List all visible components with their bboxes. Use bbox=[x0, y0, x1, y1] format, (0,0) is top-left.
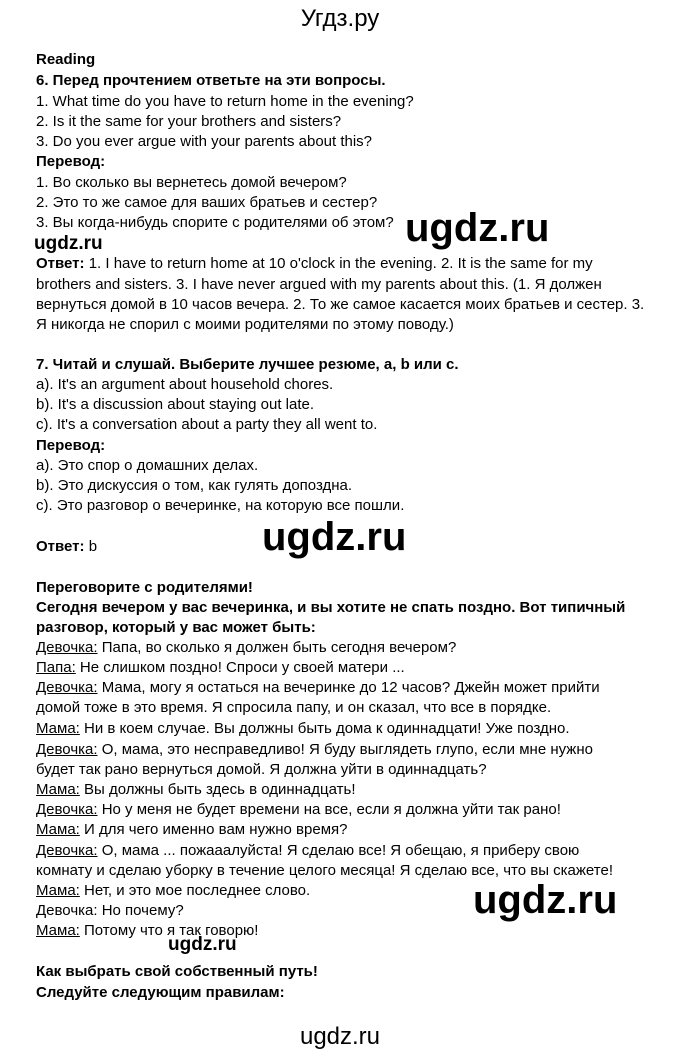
answer-line: Я никогда не спорил с моими родителями по этому поводу.) bbox=[36, 316, 454, 333]
dialogue-intro: Сегодня вечером у вас вечеринка, и вы хотите не спать поздно. Вот типичный bbox=[36, 599, 626, 616]
dialogue-turn bbox=[36, 740, 593, 760]
watermark: ugdz.ru bbox=[34, 233, 103, 254]
answer-label: Ответ: bbox=[36, 255, 85, 272]
translation-label: Перевод: bbox=[36, 437, 106, 454]
speech: Не слишком поздно! Спроси у своей матери ... bbox=[75, 659, 405, 676]
question-ru: 2. Это то же самое для ваших братьев и сестер? bbox=[36, 194, 378, 211]
speaker: Мама: bbox=[36, 922, 80, 939]
answer-text: b bbox=[84, 538, 98, 555]
speech: О, мама, это несправедливо! Я буду выглядеть глупо, если мне нужно bbox=[97, 741, 593, 758]
speaker: Мама: bbox=[36, 781, 80, 798]
speech: Папа, во сколько я должен быть сегодня вечером? bbox=[97, 639, 457, 656]
dialogue-turn bbox=[36, 658, 405, 678]
speaker: Папа: bbox=[36, 659, 76, 676]
option-ru: a). Это спор о домашних делах. bbox=[36, 457, 259, 474]
watermark: ugdz.ru bbox=[168, 934, 237, 955]
answer-line bbox=[36, 537, 97, 557]
speech: Потому что я так говорю! bbox=[79, 922, 259, 939]
speaker: Девочка: bbox=[36, 639, 98, 656]
dialogue-turn bbox=[36, 841, 579, 861]
closing-heading: Следуйте следующим правилам: bbox=[36, 984, 285, 1001]
answer-line bbox=[36, 254, 593, 274]
speaker: Девочка: bbox=[36, 801, 98, 818]
speaker: Девочка: bbox=[36, 902, 98, 919]
dialogue-turn bbox=[36, 800, 561, 820]
question-ru: 3. Вы когда-нибудь спорите с родителями об этом? bbox=[36, 214, 394, 231]
option-en: a). It's an argument about household chores. bbox=[36, 376, 334, 393]
dialogue-turn bbox=[36, 901, 184, 921]
dialogue-turn bbox=[36, 780, 355, 800]
option-ru: c). Это разговор о вечеринке, на которую все пошли. bbox=[36, 497, 405, 514]
speaker: Девочка: bbox=[36, 679, 98, 696]
question-ru: 1. Во сколько вы вернетесь домой вечером? bbox=[36, 174, 347, 191]
speaker: Девочка: bbox=[36, 842, 98, 859]
dialogue-turn bbox=[36, 638, 456, 658]
question-en: 1. What time do you have to return home in the evening? bbox=[36, 93, 414, 110]
speech: О, мама ... пожааалуйста! Я сделаю все! Я обещаю, я приберу свою bbox=[97, 842, 580, 859]
speech: Мама, могу я остаться на вечеринке до 12 часов? Джейн может прийти bbox=[97, 679, 600, 696]
answer-label: Ответ: bbox=[36, 538, 85, 555]
dialogue-turn bbox=[36, 820, 348, 840]
speech-continued: комнату и сделаю уборку в течение целого месяца! Я сделаю все, что вы скажете! bbox=[36, 862, 613, 879]
speech: Ни в коем случае. Вы должны быть дома к одиннадцати! Уже поздно. bbox=[79, 720, 570, 737]
watermark: ugdz.ru bbox=[262, 515, 407, 559]
dialogue-turn bbox=[36, 881, 310, 901]
question-en: 3. Do you ever argue with your parents about this? bbox=[36, 133, 373, 150]
watermark: ugdz.ru bbox=[405, 206, 550, 250]
speaker: Мама: bbox=[36, 882, 80, 899]
speech-continued: будет так рано вернуться домой. Я должна уйти в одиннадцать? bbox=[36, 761, 487, 778]
task-title: 6. Перед прочтением ответьте на эти вопросы. bbox=[36, 72, 386, 89]
speaker: Мама: bbox=[36, 821, 80, 838]
section-heading: Reading bbox=[36, 51, 96, 68]
watermark: ugdz.ru bbox=[473, 878, 618, 922]
dialogue-intro: разговор, который у вас может быть: bbox=[36, 619, 316, 636]
site-title: Угдз.ру bbox=[300, 5, 380, 32]
speaker: Мама: bbox=[36, 720, 80, 737]
speech: И для чего именно вам нужно время? bbox=[79, 821, 348, 838]
speech: Но у меня не будет времени на все, если я должна уйти так рано! bbox=[97, 801, 561, 818]
dialogue-turn bbox=[36, 719, 570, 739]
dialogue-turn bbox=[36, 678, 600, 698]
answer-text: 1. I have to return home at 10 o'clock in the evening. 2. It is the same for my bbox=[84, 255, 593, 272]
speech: Нет, и это мое последнее слово. bbox=[79, 882, 311, 899]
speech: Но почему? bbox=[97, 902, 184, 919]
dialogue-heading: Переговорите с родителями! bbox=[36, 579, 253, 596]
option-ru: b). Это дискуссия о том, как гулять допоздна. bbox=[36, 477, 353, 494]
translation-label: Перевод: bbox=[36, 153, 106, 170]
option-en: b). It's a discussion about staying out late. bbox=[36, 396, 315, 413]
site-footer: ugdz.ru bbox=[299, 1023, 381, 1050]
option-en: c). It's a conversation about a party they all went to. bbox=[36, 416, 378, 433]
task-title: 7. Читай и слушай. Выберите лучшее резюме, a, b или c. bbox=[36, 356, 459, 373]
speaker: Девочка: bbox=[36, 741, 98, 758]
answer-line: вернуться домой в 10 часов вечера. 2. То же самое касается моих братьев и сестер. 3. bbox=[36, 296, 645, 313]
speech-continued: домой тоже в это время. Я спросила папу, и он сказал, что все в порядке. bbox=[36, 699, 552, 716]
closing-heading: Как выбрать свой собственный путь! bbox=[36, 963, 318, 980]
answer-line: brothers and sisters. 3. I have never argued with my parents about this. (1. Я должен bbox=[36, 276, 602, 293]
speech: Вы должны быть здесь в одиннадцать! bbox=[79, 781, 356, 798]
question-en: 2. Is it the same for your brothers and sisters? bbox=[36, 113, 342, 130]
